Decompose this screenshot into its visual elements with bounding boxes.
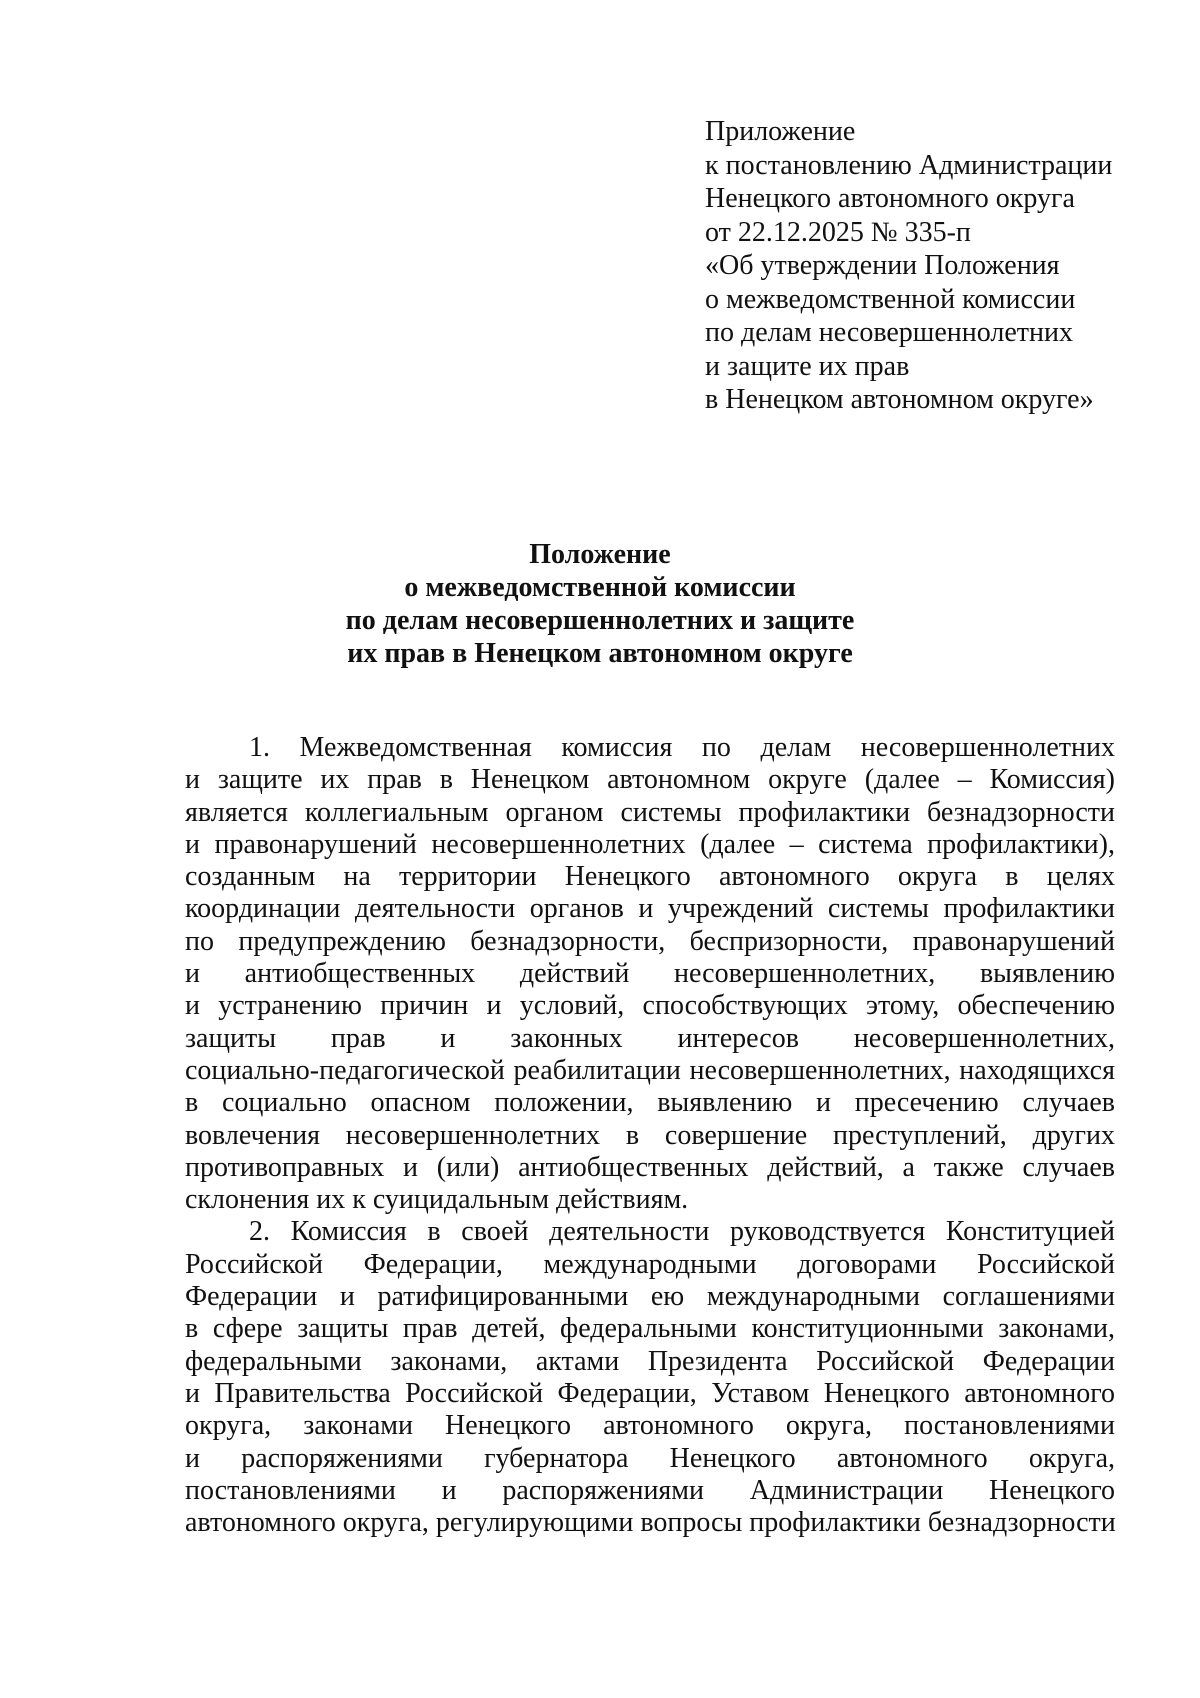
paragraph-line: противоправных и (или) антиобщественных действий, а также случаев [185, 1151, 1115, 1183]
appendix-line: по делам несовершеннолетних [705, 317, 1073, 348]
paragraph-line: округа, законами Ненецкого автономного округа, постановлениями [185, 1410, 1115, 1442]
paragraph-line: автономного округа, регулирующими вопросы профилактики безнадзорности [185, 1507, 1116, 1539]
document-body [185, 732, 1115, 1539]
paragraph-line: 1. Межведомственная комиссия по делам несовершеннолетних [249, 732, 1115, 763]
appendix-line: к постановлению Администрации [705, 149, 1113, 181]
appendix-line: в Ненецком автономном округе» [705, 384, 1094, 415]
paragraph-line: и Правительства Российской Федерации, Уставом Ненецкого автономного [185, 1377, 1115, 1409]
paragraph-1 [185, 732, 1115, 1216]
appendix-line: Приложение [705, 116, 856, 147]
paragraph-line: в социально опасном положении, выявлению и пресечению случаев [185, 1087, 1115, 1119]
paragraph-line: Российской Федерации, международными договорами Российской [185, 1248, 1115, 1280]
paragraph-line: социально-педагогической реабилитации несовершеннолетних, находящихся [185, 1054, 1115, 1086]
appendix-header [705, 115, 1145, 417]
appendix-line: от 22.12.2025 № 335-п [705, 216, 971, 248]
paragraph-line: и защите их прав в Ненецком автономном округе (далее – Комиссия) [185, 764, 1115, 796]
paragraph-line: постановлениями и распоряжениями Администрации Ненецкого [185, 1474, 1115, 1506]
appendix-line: «Об утверждении Положения [705, 250, 1060, 281]
paragraph-line: и правонарушений несовершеннолетних (далее – система профилактики), [185, 828, 1115, 860]
paragraph-line: Федерации и ратифицированными ею международными соглашениями [185, 1281, 1115, 1313]
paragraph-line: склонения их к суицидальным действиям. [185, 1184, 689, 1216]
title-line: Положение [529, 539, 671, 570]
paragraph-line: вовлечения несовершеннолетних в совершение преступлений, других [185, 1119, 1115, 1151]
title-line: по делам несовершеннолетних и защите [345, 605, 855, 636]
paragraph-line: защиты прав и законных интересов несовершеннолетних, [185, 1022, 1115, 1054]
paragraph-line: и распоряжениями губернатора Ненецкого автономного округа, [185, 1442, 1115, 1474]
document-title [150, 538, 1050, 670]
paragraph-line: федеральными законами, актами Президента Российской Федерации [185, 1345, 1115, 1377]
appendix-line: о межведомственной комиссии [705, 283, 1076, 315]
paragraph-line: 2. Комиссия в своей деятельности руководствуется Конституцией [249, 1216, 1115, 1248]
title-line: о межведомственной комиссии [404, 572, 796, 603]
paragraph-line: является коллегиальным органом системы профилактики безнадзорности [185, 796, 1115, 828]
appendix-line: Ненецкого автономного округа [705, 183, 1075, 214]
paragraph-line: и антиобщественных действий несовершеннолетних, выявлению [185, 958, 1115, 990]
appendix-line: и защите их прав [705, 350, 910, 382]
paragraph-line: созданным на территории Ненецкого автономного округа в целях [185, 861, 1115, 893]
paragraph-line: координации деятельности органов и учреждений системы профилактики [185, 893, 1115, 925]
paragraph-2 [185, 1216, 1115, 1539]
paragraph-line: в сфере защиты прав детей, федеральными конституционными законами, [185, 1313, 1115, 1345]
paragraph-line: по предупреждению безнадзорности, беспризорности, правонарушений [185, 925, 1115, 957]
paragraph-line: и устранению причин и условий, способствующих этому, обеспечению [185, 990, 1115, 1022]
title-line: их прав в Ненецком автономном округе [347, 638, 853, 669]
